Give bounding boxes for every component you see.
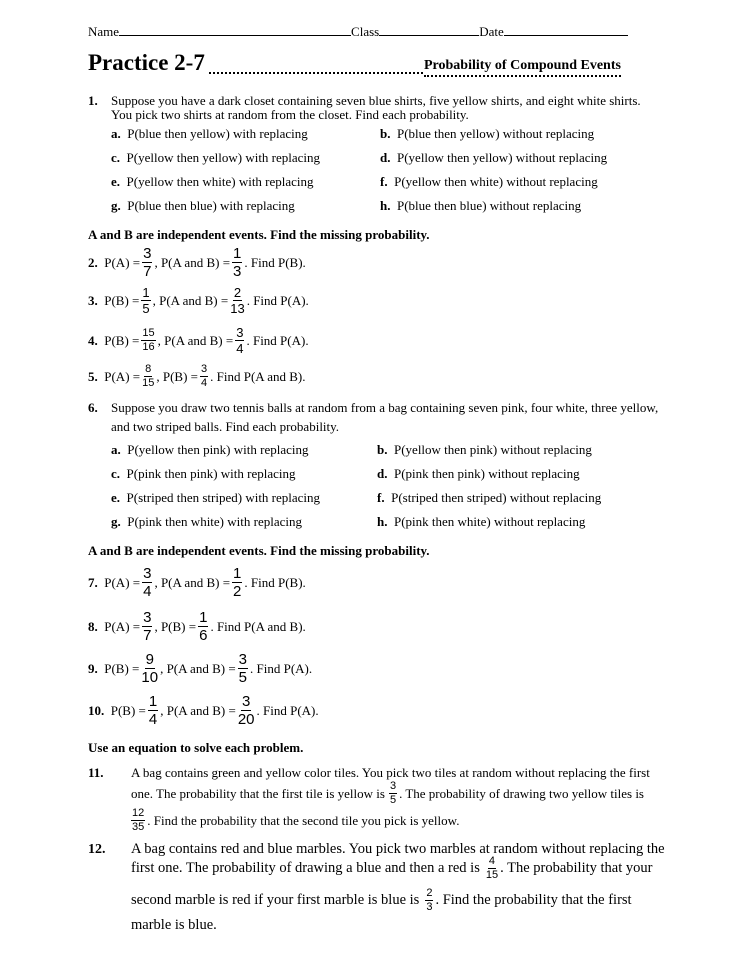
q1-item-b: b. P(blue then yellow) without replacing xyxy=(380,126,595,141)
problem-3: 3. P(B) = $\frac{1}{5}$ , P(A and B) = $\frac{2}{13}$ . Find P(A). xyxy=(88,285,309,316)
section-heading-equation: Use an equation to solve each problem. xyxy=(88,740,304,755)
q6-text-2: and two striped balls. Find each probability. xyxy=(111,419,340,434)
q11-number: 11. xyxy=(88,765,104,780)
page-title: Practice 2-7 xyxy=(88,50,205,75)
problem-8: 8. P(A) = $\frac{3}{7}$ , P(B) = $\frac{1}{6}$ . Find P(A and B). xyxy=(88,609,306,644)
class-label: Class xyxy=(351,24,380,39)
q6-item-h: h. P(pink then white) without replacing xyxy=(377,514,586,529)
q1-item-f: f. P(yellow then white) without replacing xyxy=(380,174,598,189)
q6-item-f: f. P(striped then striped) without replacing xyxy=(377,490,602,505)
fraction-numerator: 3 xyxy=(143,245,152,262)
q12-line-1: A bag contains red and blue marbles. You pick two marbles at random without replacing the xyxy=(131,841,665,857)
q6-item-d: d. P(pink then pink) without replacing xyxy=(377,466,580,481)
q12-line-2: first one. The probability of drawing a blue and then a red is $\frac{4}{15}$ . The probability that your xyxy=(131,855,653,881)
q1-item-h: h. P(blue then blue) without replacing xyxy=(380,198,582,213)
problem-2: 2. P(A) = $\frac{3}{7}$ , P(A and B) = $\frac{1}{3}$ . Find P(B). xyxy=(88,245,306,280)
q12-number: 12. xyxy=(88,842,106,857)
q1-text-1: Suppose you have a dark closet containing seven blue shirts, five yellow shirts, and eight white shirts. xyxy=(111,93,641,108)
q6-item-a: a. P(yellow then pink) with replacing xyxy=(111,442,309,457)
q1-text-2: You pick two shirts at random from the closet. Find each probability. xyxy=(111,107,469,122)
q6-item-g: g. P(pink then white) with replacing xyxy=(111,514,302,529)
q1-item-c: c. P(yellow then yellow) with replacing xyxy=(111,150,321,165)
date-label: Date xyxy=(479,24,504,39)
q6-item-c: c. P(pink then pink) with replacing xyxy=(111,466,296,481)
q11-line-1: A bag contains green and yellow color tiles. You pick two tiles at random without replacing the first xyxy=(131,765,650,780)
page-subtitle: Probability of Compound Events xyxy=(424,58,621,77)
problem-4: 4. P(B) = $\frac{15}{16}$ , P(A and B) = $\frac{3}{4}$ . Find P(A). xyxy=(88,325,309,356)
q6-item-b: b. P(yellow then pink) without replacing xyxy=(377,442,592,457)
problem-10: 10. P(B) = $\frac{1}{4}$ , P(A and B) = $\frac{3}{20}$ . Find P(A). xyxy=(88,693,319,728)
problem-7: 7. P(A) = $\frac{3}{4}$ , P(A and B) = $\frac{1}{2}$ . Find P(B). xyxy=(88,565,306,600)
q6-text-1: Suppose you draw two tennis balls at random from a bag containing seven pink, four white, three yellow, xyxy=(111,400,659,415)
name-label: Name xyxy=(88,24,120,39)
title-dotted-leader xyxy=(209,72,423,74)
q6-number: 6. xyxy=(88,400,98,415)
problem-5: 5. P(A) = $\frac{8}{15}$ , P(B) = $\frac{3}{4}$ . Find P(A and B). xyxy=(88,363,306,389)
q1-item-e: e. P(yellow then white) with replacing xyxy=(111,174,314,189)
q1-item-g: g. P(blue then blue) with replacing xyxy=(111,198,295,213)
section-heading-independent-2: A and B are independent events. Find the missing probability. xyxy=(88,543,430,558)
q1-item-a: a. P(blue then yellow) with replacing xyxy=(111,126,308,141)
q12-line-4: marble is blue. xyxy=(131,917,217,933)
name-field[interactable] xyxy=(88,24,628,40)
q12-line-3: second marble is red if your first marble is blue is $\frac{2}{3}$ . Find the probability that the first xyxy=(131,887,632,913)
problem-9: 9. P(B) = $\frac{9}{10}$ , P(A and B) = $\frac{3}{5}$ . Find P(A). xyxy=(88,651,313,686)
q6-item-e: e. P(striped then striped) with replacing xyxy=(111,490,321,505)
q1-number: 1. xyxy=(88,93,98,108)
q1-item-d: d. P(yellow then yellow) without replacing xyxy=(380,150,608,165)
section-heading-independent-1: A and B are independent events. Find the missing probability. xyxy=(88,227,430,242)
q11-line-3: $\frac{12}{35}$ . Find the probability that the second tile you pick is yellow. xyxy=(132,807,460,833)
q11-line-2: one. The probability that the first tile is yellow is $\frac{3}{5}$ . The probability of drawing two yellow tiles is xyxy=(131,780,644,806)
fraction-denominator: 7 xyxy=(143,263,152,280)
